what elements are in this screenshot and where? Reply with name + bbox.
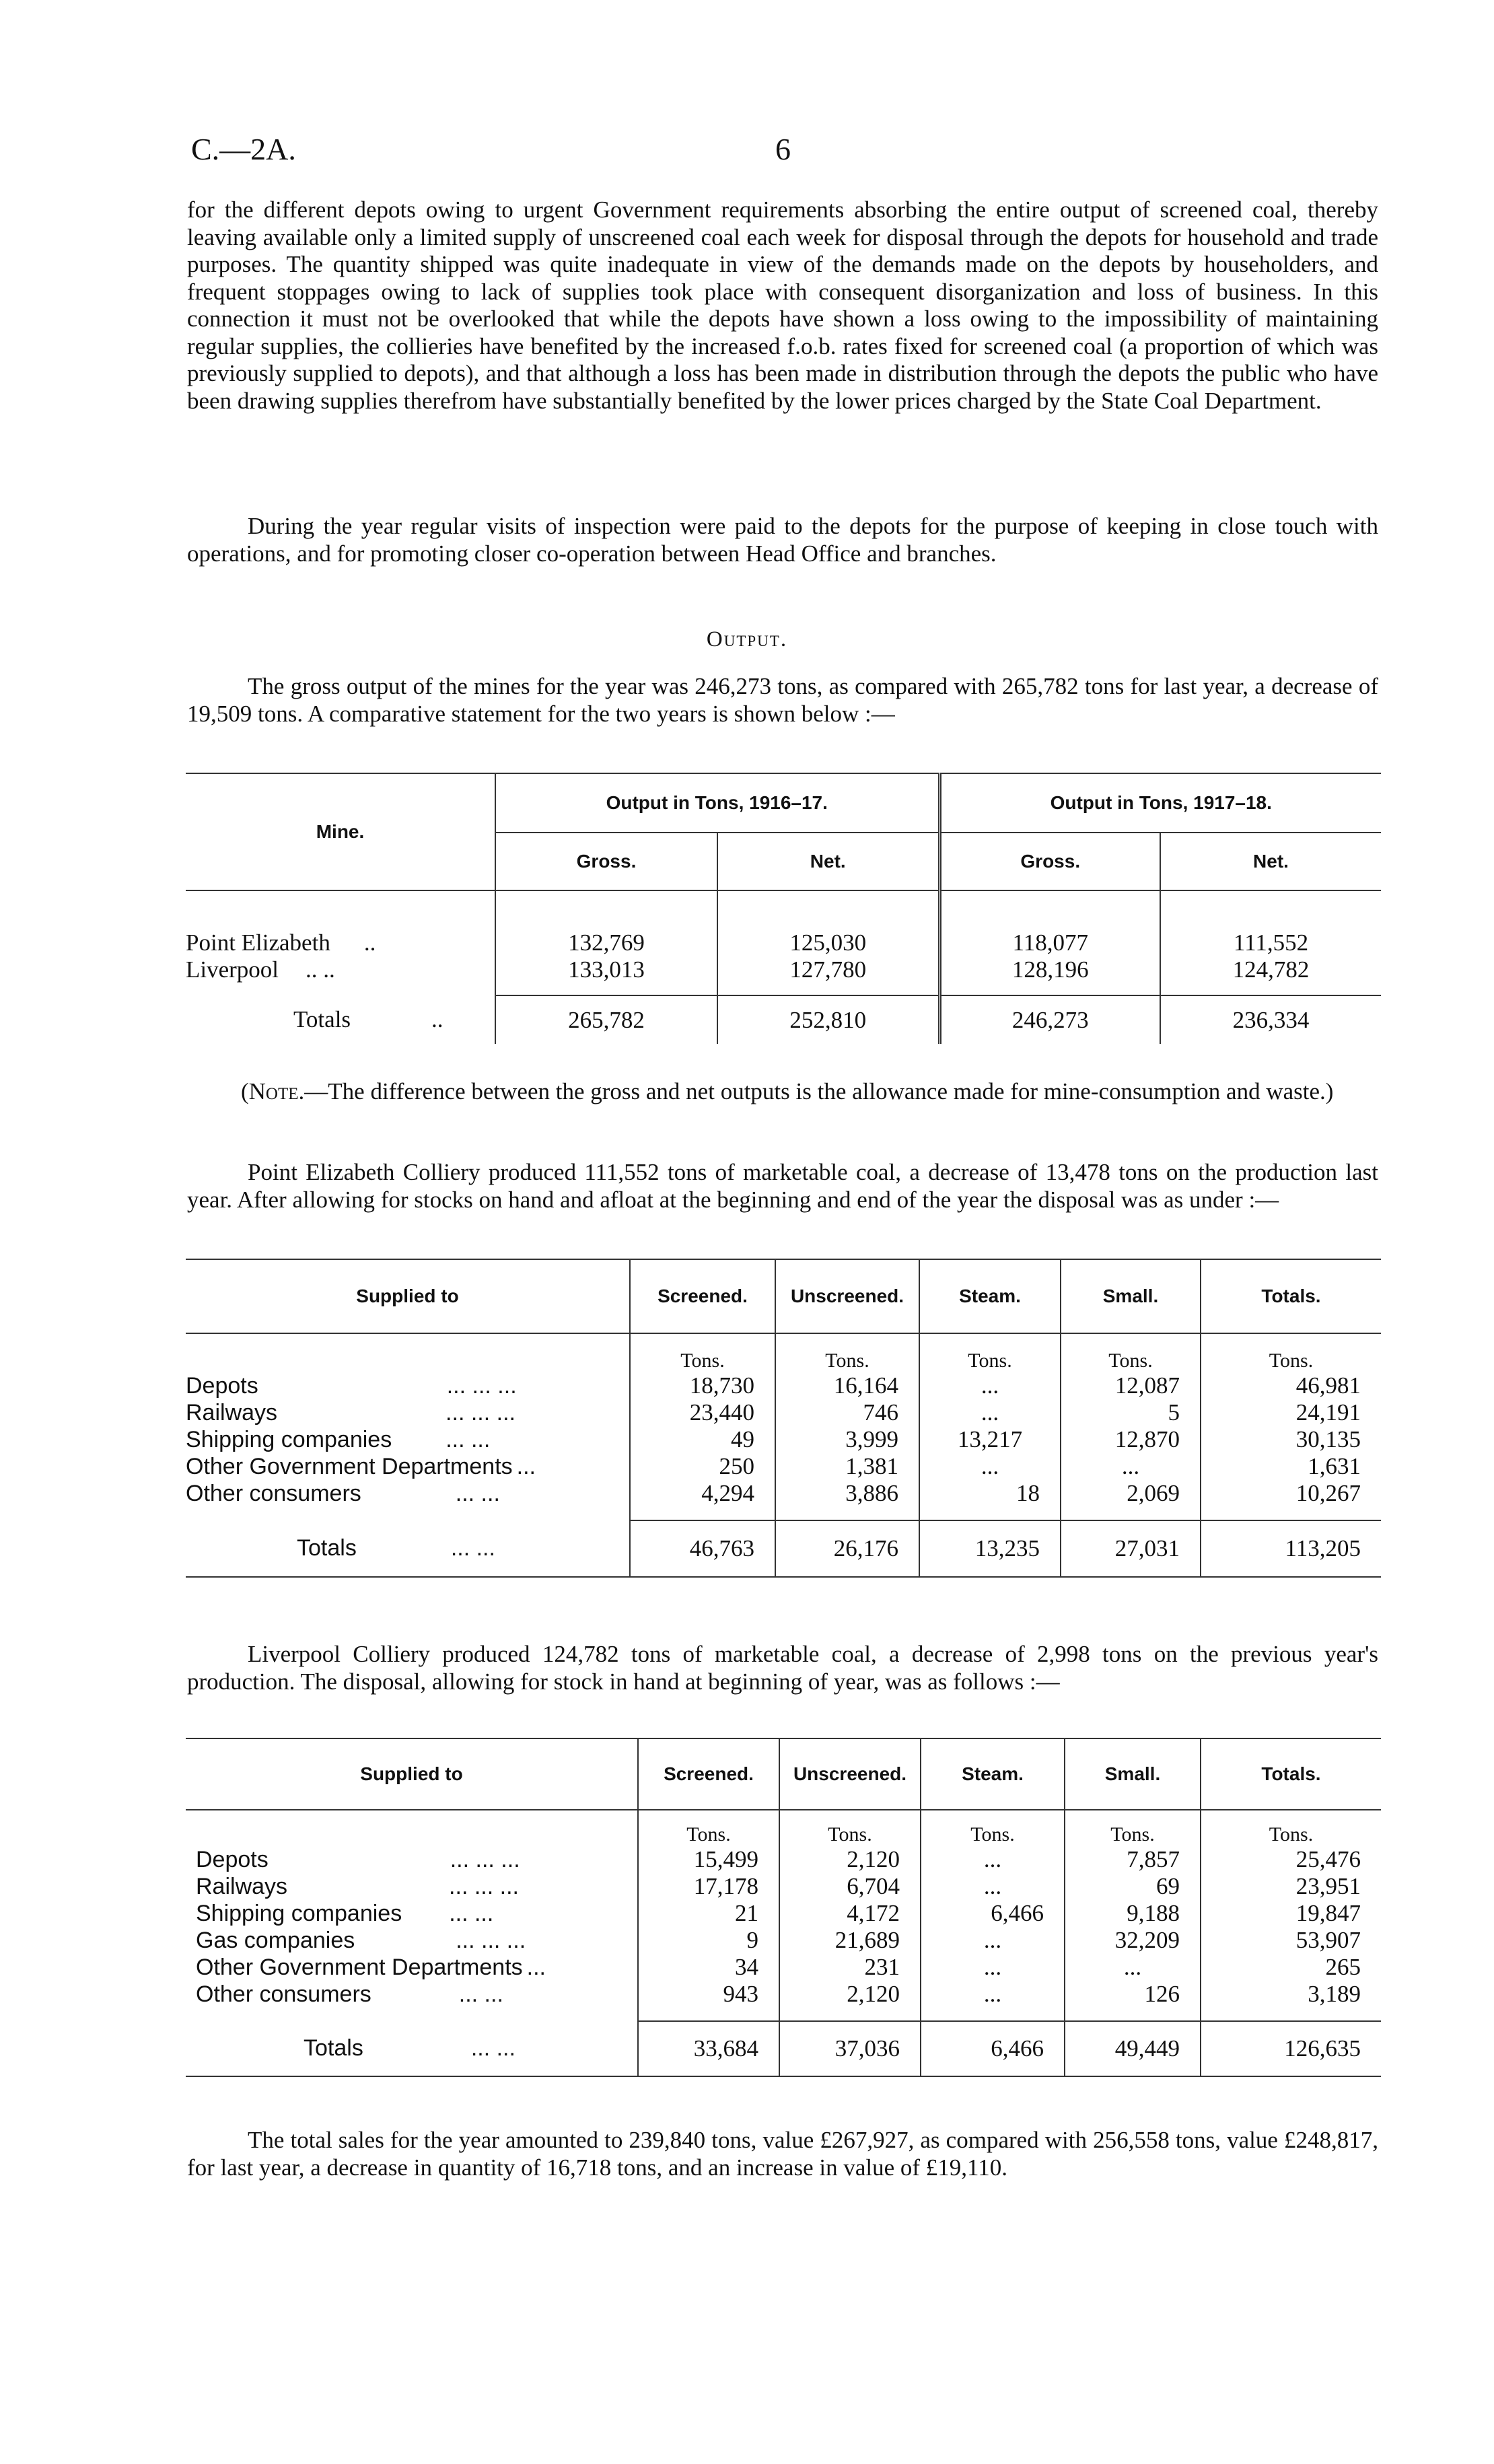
paragraph-depots: for the different depots owing to urgent Government requirements absorbing the entire output of screened coal, thereby leaving available only a limited supply of unscreened coal each week for disposal through the depots for household and trade purposes. The quantity shipped was quite inadequate in view of the demands made on the depots by householders, and frequent stoppages owing to lack of supplies took place with consequent disorganization and loss of business. In this connection it must not be overlooked that while the depots have shown a loss owing to the impossibility of maintaining regular supplies, the collieries have benefited by the increased f.o.b. rates fixed for screened coal (a proportion of which was previously supplied to depots), and that although a loss has been made in distribution through the depots the public who have been drawing supplies therefrom have substantially benefited by the lower prices charged by the State Coal Department. bbox=[187, 197, 1378, 414]
page-number: 6 bbox=[775, 132, 791, 166]
steam-value: ... bbox=[921, 1954, 1065, 1981]
steam-value: ... bbox=[921, 1927, 1065, 1954]
unit-label: Tons. bbox=[630, 1333, 775, 1372]
totals-value: 46,981 bbox=[1201, 1372, 1381, 1399]
unscreened-value: 746 bbox=[775, 1399, 919, 1426]
unscreened-value: 4,172 bbox=[779, 1900, 921, 1927]
gross-header-1917: Gross. bbox=[939, 833, 1160, 890]
consumer-label: Depots bbox=[196, 1846, 269, 1872]
small-value: 12,870 bbox=[1061, 1426, 1201, 1453]
table-row bbox=[186, 1954, 1381, 1981]
screened-value: 4,294 bbox=[630, 1480, 775, 1507]
output-table bbox=[186, 773, 1381, 1044]
unit-label: Tons. bbox=[638, 1810, 779, 1846]
leader-dots: ... ... ... bbox=[456, 1927, 526, 1953]
totals-row bbox=[186, 1520, 1381, 1577]
total-unscreened: 37,036 bbox=[779, 2021, 921, 2076]
totals-value: 30,135 bbox=[1201, 1426, 1381, 1453]
leader-dots: ... ... ... bbox=[449, 1873, 519, 1899]
supplied-to-header: Supplied to bbox=[356, 1286, 459, 1306]
unscreened-value: 2,120 bbox=[779, 1981, 921, 2008]
leader-dots: ... bbox=[526, 1954, 546, 1980]
steam-value: ... bbox=[919, 1372, 1061, 1399]
consumer-label: Other Government Departments bbox=[196, 1954, 523, 1980]
table-row bbox=[186, 1453, 1381, 1480]
note-text: —The difference between the gross and net outputs is the allowance made for mine-consumption and waste.) bbox=[304, 1078, 1334, 1104]
table-row bbox=[186, 1426, 1381, 1453]
paragraph-note bbox=[187, 1078, 1378, 1106]
gross-1917: 128,196 bbox=[939, 956, 1160, 983]
net-1917: 111,552 bbox=[1160, 929, 1381, 956]
total-screened: 33,684 bbox=[638, 2021, 779, 2076]
paragraph-inspection: During the year regular visits of inspection were paid to the depots for the purpose of keeping in close touch with operations, and for promoting closer co-operation between Head Office and branches. bbox=[187, 513, 1378, 567]
steam-value: ... bbox=[921, 1846, 1065, 1873]
unit-label: Tons. bbox=[779, 1810, 921, 1846]
paragraph-liverpool: Liverpool Colliery produced 124,782 tons of marketable coal, a decrease of 2,998 tons on the previous year's production. The disposal, allowing for stock in hand at beginning of year, was as follows :— bbox=[187, 1641, 1378, 1695]
consumer-label: Railways bbox=[196, 1873, 288, 1899]
table-row bbox=[186, 1927, 1381, 1954]
leader-dots: ... ... bbox=[455, 1480, 500, 1506]
totals-label: Totals bbox=[293, 1006, 351, 1032]
unscreened-value: 21,689 bbox=[779, 1927, 921, 1954]
table-row bbox=[186, 956, 1381, 983]
screened-value: 9 bbox=[638, 1927, 779, 1954]
total-steam: 6,466 bbox=[921, 2021, 1065, 2076]
small-value: 32,209 bbox=[1065, 1927, 1201, 1954]
leader-dots: ... ... ... bbox=[446, 1372, 517, 1399]
steam-value: 6,466 bbox=[921, 1900, 1065, 1927]
note-label: (Note. bbox=[241, 1078, 305, 1104]
totals-label: Totals bbox=[297, 1535, 357, 1561]
total-unscreened: 26,176 bbox=[775, 1520, 919, 1577]
total-gross-1916: 265,782 bbox=[495, 995, 717, 1044]
consumer-label: Other consumers bbox=[196, 1981, 371, 2007]
totals-value: 1,631 bbox=[1201, 1453, 1381, 1480]
supplied-to-header: Supplied to bbox=[360, 1763, 463, 1784]
totals-value: 10,267 bbox=[1201, 1480, 1381, 1507]
unit-label: Tons. bbox=[775, 1333, 919, 1372]
steam-header: Steam. bbox=[921, 1738, 1065, 1810]
total-steam: 13,235 bbox=[919, 1520, 1061, 1577]
net-header-1917: Net. bbox=[1160, 833, 1381, 890]
unscreened-value: 3,886 bbox=[775, 1480, 919, 1507]
totals-value: 23,951 bbox=[1201, 1873, 1381, 1900]
leader-dots: ... ... bbox=[450, 1535, 495, 1561]
leader-dots: ... ... bbox=[449, 1900, 494, 1926]
totals-label: Totals bbox=[304, 2035, 363, 2061]
steam-value: ... bbox=[919, 1453, 1061, 1480]
paragraph-point-elizabeth: Point Elizabeth Colliery produced 111,552 tons of marketable coal, a decrease of 13,478 tons on the production last year. After allowing for stocks on hand and afloat at the beginning and end of the year the disposal was as under :— bbox=[187, 1159, 1378, 1213]
total-totals: 126,635 bbox=[1201, 2021, 1381, 2076]
leader-dots: .. bbox=[363, 929, 376, 956]
unit-label: Tons. bbox=[1065, 1810, 1201, 1846]
gross-1917: 118,077 bbox=[939, 929, 1160, 956]
consumer-label: Shipping companies bbox=[186, 1426, 392, 1452]
table-row bbox=[186, 1399, 1381, 1426]
total-gross-1917: 246,273 bbox=[939, 995, 1160, 1044]
gross-1916: 133,013 bbox=[495, 956, 717, 983]
table-row bbox=[186, 1372, 1381, 1399]
document-code: C.—2A. bbox=[191, 132, 296, 166]
consumer-label: Other consumers bbox=[186, 1480, 361, 1506]
small-value: 126 bbox=[1065, 1981, 1201, 2008]
leader-dots: ... bbox=[516, 1453, 536, 1479]
steam-value: 13,217 bbox=[919, 1426, 1061, 1453]
mine-header: Mine. bbox=[186, 773, 495, 890]
steam-value: 18 bbox=[919, 1480, 1061, 1507]
unscreened-value: 231 bbox=[779, 1954, 921, 1981]
unscreened-value: 6,704 bbox=[779, 1873, 921, 1900]
table-row bbox=[186, 1873, 1381, 1900]
small-value: 7,857 bbox=[1065, 1846, 1201, 1873]
table-row bbox=[186, 1981, 1381, 2008]
unscreened-value: 1,381 bbox=[775, 1453, 919, 1480]
totals-row bbox=[186, 995, 1381, 1044]
leader-dots: .. .. bbox=[306, 956, 335, 983]
total-net-1916: 252,810 bbox=[717, 995, 939, 1044]
small-value: ... bbox=[1061, 1453, 1201, 1480]
mine-name: Point Elizabeth bbox=[186, 929, 330, 956]
gross-1916: 132,769 bbox=[495, 929, 717, 956]
liverpool-disposal-table bbox=[186, 1738, 1381, 2077]
totals-header: Totals. bbox=[1201, 1738, 1381, 1810]
totals-value: 265 bbox=[1201, 1954, 1381, 1981]
table-row bbox=[186, 929, 1381, 956]
steam-value: ... bbox=[921, 1873, 1065, 1900]
unscreened-header: Unscreened. bbox=[779, 1738, 921, 1810]
screened-value: 49 bbox=[630, 1426, 775, 1453]
consumer-label: Shipping companies bbox=[196, 1900, 402, 1926]
paragraph-gross-output: The gross output of the mines for the year was 246,273 tons, as compared with 265,782 tons for last year, a decrease of 19,509 tons. A comparative statement for the two years is shown below :— bbox=[187, 673, 1378, 727]
leader-dots: ... ... bbox=[470, 2035, 515, 2061]
output-1917-header: Output in Tons, 1917–18. bbox=[939, 773, 1381, 833]
table-row bbox=[186, 1846, 1381, 1873]
table-row bbox=[186, 1480, 1381, 1507]
page-header bbox=[0, 131, 1494, 178]
unit-label: Tons. bbox=[1201, 1333, 1381, 1372]
net-1916: 127,780 bbox=[717, 956, 939, 983]
table-row bbox=[186, 1900, 1381, 1927]
unscreened-value: 3,999 bbox=[775, 1426, 919, 1453]
screened-value: 18,730 bbox=[630, 1372, 775, 1399]
output-1916-header: Output in Tons, 1916–17. bbox=[495, 773, 939, 833]
consumer-label: Depots bbox=[186, 1372, 258, 1399]
totals-header: Totals. bbox=[1201, 1259, 1381, 1333]
point-elizabeth-disposal-table bbox=[186, 1259, 1381, 1578]
screened-value: 943 bbox=[638, 1981, 779, 2008]
net-1916: 125,030 bbox=[717, 929, 939, 956]
gross-header-1916: Gross. bbox=[495, 833, 717, 890]
totals-value: 3,189 bbox=[1201, 1981, 1381, 2008]
total-totals: 113,205 bbox=[1201, 1520, 1381, 1577]
totals-value: 53,907 bbox=[1201, 1927, 1381, 1954]
unit-label: Tons. bbox=[1201, 1810, 1381, 1846]
small-value: 69 bbox=[1065, 1873, 1201, 1900]
leader-dots: ... ... ... bbox=[450, 1846, 520, 1872]
leader-dots: ... ... ... bbox=[446, 1399, 515, 1425]
consumer-label: Gas companies bbox=[196, 1927, 355, 1953]
total-net-1917: 236,334 bbox=[1160, 995, 1381, 1044]
paragraph-total-sales: The total sales for the year amounted to 239,840 tons, value £267,927, as compared with 256,558 tons, value £248,817, for last year, a decrease in quantity of 16,718 tons, and an increase in value of £19,110. bbox=[187, 2127, 1378, 2181]
section-heading-output: Output. bbox=[706, 627, 788, 652]
steam-value: ... bbox=[919, 1399, 1061, 1426]
totals-value: 25,476 bbox=[1201, 1846, 1381, 1873]
screened-header: Screened. bbox=[638, 1738, 779, 1810]
net-header-1916: Net. bbox=[717, 833, 939, 890]
consumer-label: Railways bbox=[186, 1399, 278, 1425]
small-header: Small. bbox=[1061, 1259, 1201, 1333]
steam-value: ... bbox=[921, 1981, 1065, 2008]
unscreened-header: Unscreened. bbox=[775, 1259, 919, 1333]
screened-value: 250 bbox=[630, 1453, 775, 1480]
small-value: 12,087 bbox=[1061, 1372, 1201, 1399]
screened-value: 34 bbox=[638, 1954, 779, 1981]
leader-dots: ... ... bbox=[458, 1981, 503, 2007]
screened-value: 23,440 bbox=[630, 1399, 775, 1426]
screened-header: Screened. bbox=[630, 1259, 775, 1333]
consumer-label: Other Government Departments bbox=[186, 1453, 513, 1479]
unscreened-value: 2,120 bbox=[779, 1846, 921, 1873]
totals-row bbox=[186, 2021, 1381, 2076]
totals-value: 19,847 bbox=[1201, 1900, 1381, 1927]
small-value: 5 bbox=[1061, 1399, 1201, 1426]
mine-name: Liverpool bbox=[186, 956, 279, 983]
small-value: 2,069 bbox=[1061, 1480, 1201, 1507]
unit-label: Tons. bbox=[1061, 1333, 1201, 1372]
unit-label: Tons. bbox=[921, 1810, 1065, 1846]
small-value: 9,188 bbox=[1065, 1900, 1201, 1927]
total-small: 27,031 bbox=[1061, 1520, 1201, 1577]
leader-dots: .. bbox=[431, 1006, 443, 1032]
unscreened-value: 16,164 bbox=[775, 1372, 919, 1399]
leader-dots: ... ... bbox=[446, 1426, 491, 1452]
totals-value: 24,191 bbox=[1201, 1399, 1381, 1426]
unit-label: Tons. bbox=[919, 1333, 1061, 1372]
screened-value: 15,499 bbox=[638, 1846, 779, 1873]
total-screened: 46,763 bbox=[630, 1520, 775, 1577]
screened-value: 21 bbox=[638, 1900, 779, 1927]
steam-header: Steam. bbox=[919, 1259, 1061, 1333]
screened-value: 17,178 bbox=[638, 1873, 779, 1900]
small-value: ... bbox=[1065, 1954, 1201, 1981]
net-1917: 124,782 bbox=[1160, 956, 1381, 983]
total-small: 49,449 bbox=[1065, 2021, 1201, 2076]
small-header: Small. bbox=[1065, 1738, 1201, 1810]
